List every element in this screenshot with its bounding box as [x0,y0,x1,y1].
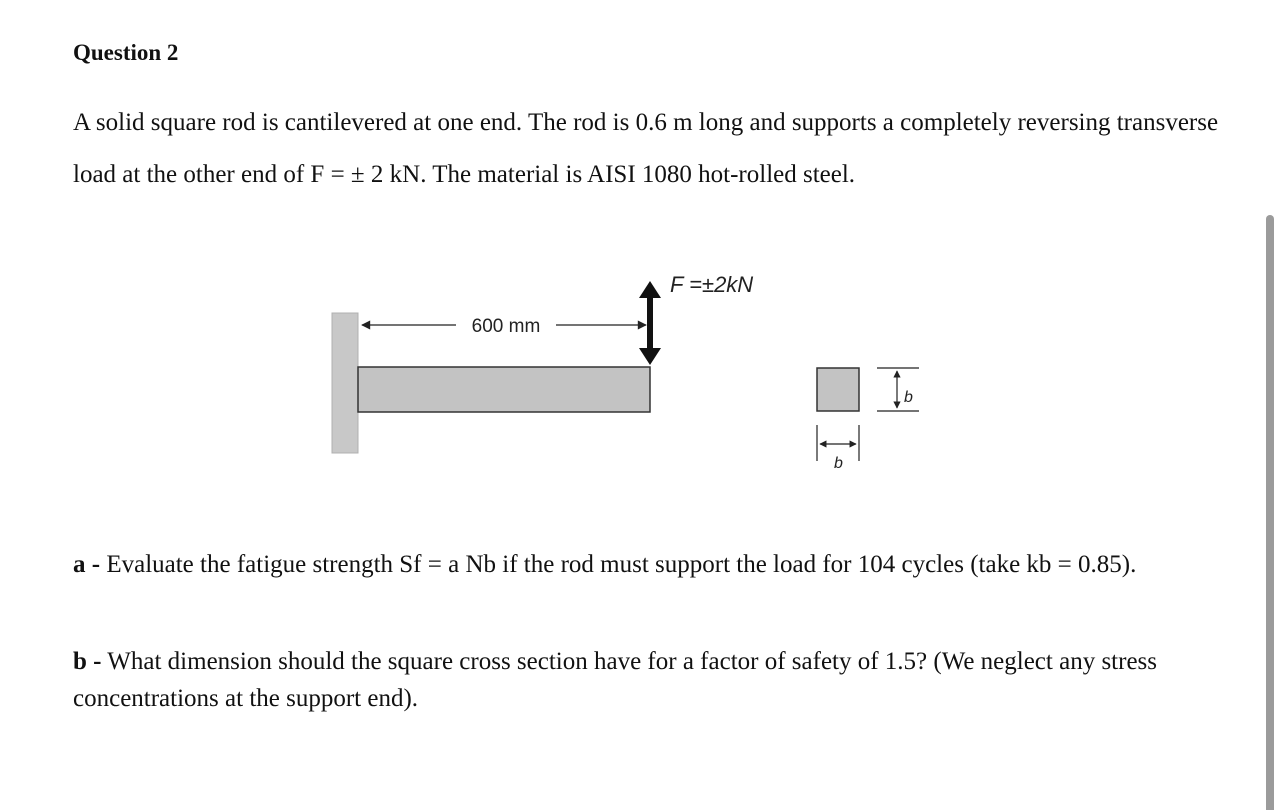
problem-statement: A solid square rod is cantilevered at one end. The rod is 0.6 m long and supports a completely reversing transverse load at the other end of F = ± 2 kN. The material is AISI 1080 hot-rolled steel. [73,109,1219,188]
height-label: b [904,389,913,406]
wall-support [332,313,358,453]
question-title: Question 2 [73,40,179,65]
rod-beam [358,367,650,412]
part-b [73,643,1223,717]
part-a [73,543,1223,587]
force-arrow [639,281,661,365]
part-b-text: What dimension should the square cross section have for a factor of safety of 1.5? (We neglect any stress concentrations at the support end). [73,648,1158,712]
part-a-text: Evaluate the fatigue strength Sf = a Nb if the rod must support the load for 104 cycles (take kb = 0.85). [100,551,1137,578]
part-a-label: a - [73,551,101,578]
cross-section-square [817,368,859,411]
scrollbar-thumb[interactable] [1266,215,1274,810]
part-b-label: b - [73,648,102,675]
force-label: F =±2kN [670,272,754,297]
length-label: 600 mm [471,316,541,337]
width-label: b [834,455,843,472]
